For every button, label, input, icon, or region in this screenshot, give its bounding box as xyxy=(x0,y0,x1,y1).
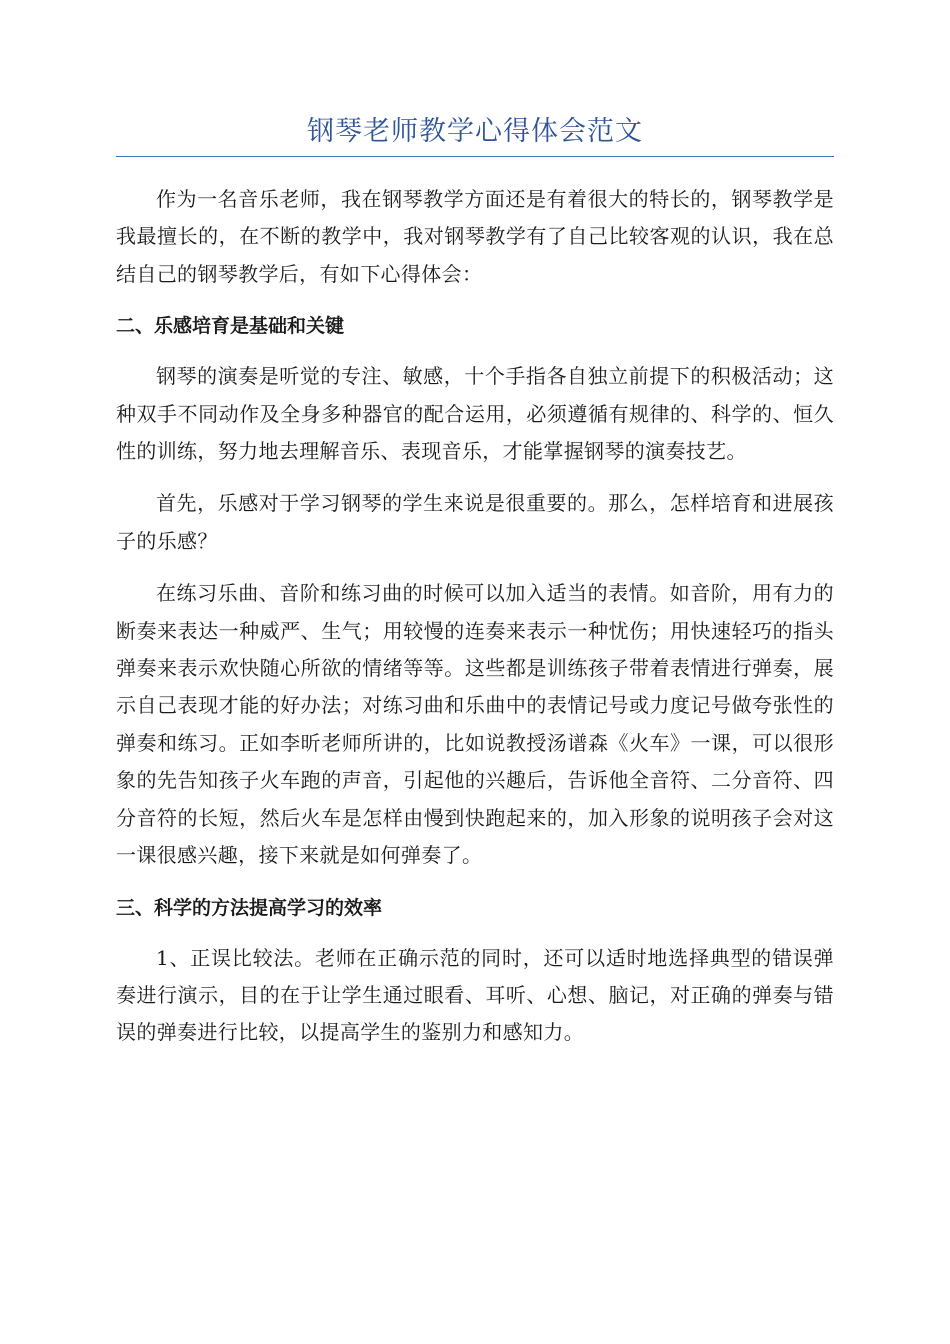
section3-paragraph-1: 1、正误比较法。老师在正确示范的同时，还可以适时地选择典型的错误弹奏进行演示，目的在于让学生通过眼看、耳听、心想、脑记，对正确的弹奏与错误的弹奏进行比较，以提高学生的鉴别力和感知力。 xyxy=(116,945,834,1045)
section2-paragraph-1: 钢琴的演奏是听觉的专注、敏感，十个手指各自独立前提下的积极活动；这种双手不同动作及全身多种器官的配合运用，必须遵循有规律的、科学的、恒久性的训练，努力地去理解音乐、表现音乐，才能掌握钢琴的演奏技艺。 xyxy=(116,364,834,464)
section2-paragraph-3: 在练习乐曲、音阶和练习曲的时候可以加入适当的表情。如音阶，用有力的断奏来表达一种威严、生气；用较慢的连奏来表示一种忧伤；用快速轻巧的指头弹奏来表示欢快随心所欲的情绪等等。这些都是训练孩子带着表情进行弹奏，展示自己表现才能的好办法；对练习曲和乐曲中的表情记号或力度记号做夸张性的弹奏和练习。正如李昕老师所讲的，比如说教授汤谱森《火车》一课，可以很形象的先告知孩子火车跑的声音，引起他的兴趣后，告诉他全音符、二分音符、四分音符的长短，然后火车是怎样由慢到快跑起来的，加入形象的说明孩子会对这一课很感兴趣，接下来就是如何弹奏了。 xyxy=(116,581,834,868)
intro-paragraph: 作为一名音乐老师，我在钢琴教学方面还是有着很大的特长的，钢琴教学是我最擅长的，在不断的教学中，我对钢琴教学有了自己比较客观的认识，我在总结自己的钢琴教学后，有如下心得体会： xyxy=(116,187,834,286)
section-heading-3: 三、科学的方法提高学习的效率 xyxy=(116,896,383,919)
document-page xyxy=(116,110,834,1052)
section2-paragraph-2: 首先，乐感对于学习钢琴的学生来说是很重要的。那么，怎样培育和进展孩子的乐感？ xyxy=(116,491,834,553)
section-heading-2: 二、乐感培育是基础和关键 xyxy=(116,315,345,338)
document-title: 钢琴老师教学心得体会范文 xyxy=(307,116,643,147)
title-underline xyxy=(116,156,834,157)
